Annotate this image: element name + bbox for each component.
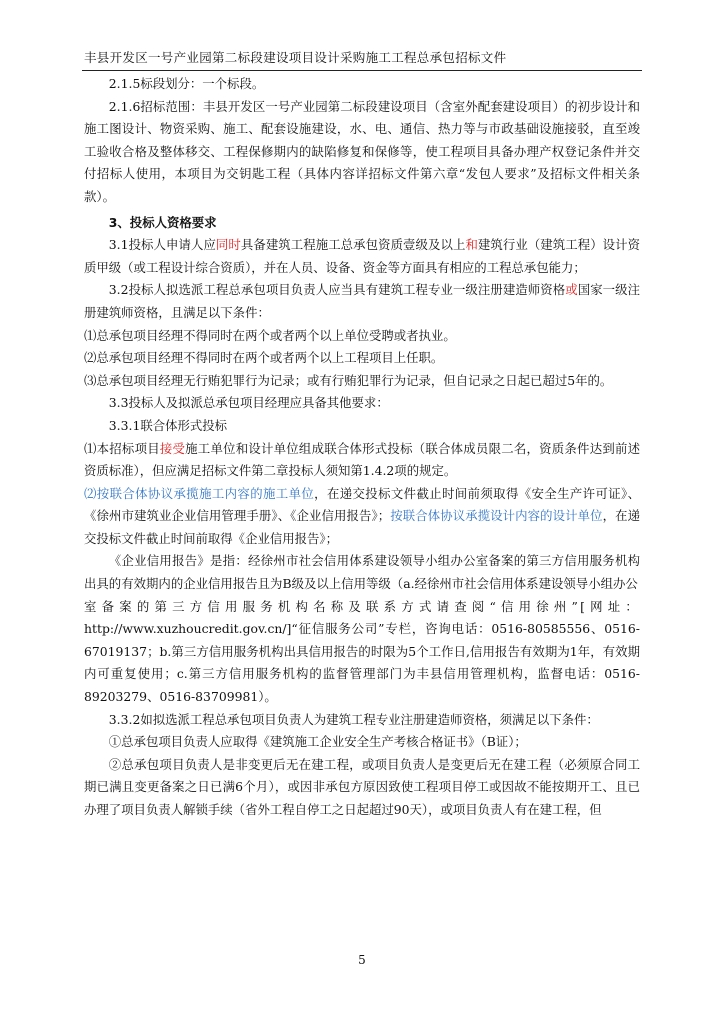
highlight-blue: 按联合体协议承揽设计内容的设计单位 — [390, 508, 603, 524]
text-run: 具备建筑工程施工总承包资质壹级及以上 — [240, 237, 466, 253]
text-run: ⑴本招标项目 — [84, 440, 160, 456]
header-rule — [82, 70, 642, 71]
text-run: 建筑行业（建筑工程）设计资质甲级（或工程设计综合资质），并在人员、设备、资金等方面具有相应的工程总承包能力； — [84, 237, 641, 275]
page-number: 5 — [358, 953, 366, 967]
paragraph-2-1-5: 2.1.5标段划分：一个标段。 — [108, 76, 265, 91]
text-run: 国家一级注册建筑师资格，且满足以下条件： — [84, 282, 641, 320]
paragraph-credit-report — [84, 550, 640, 708]
paragraph-3-3-1: 3.3.1联合体形式投标 — [108, 417, 228, 433]
page-header: 丰县开发区一号产业园第二标段建设项目设计采购施工工程总承包招标文件 — [84, 50, 507, 65]
text-run: 公室备案的第三方信用服务机构名称及联系方式请查阅“信用徐州”[网址： — [84, 576, 640, 614]
section-heading-qualifications: 3、投标人资格要求 — [108, 214, 217, 230]
list-item: ⑶总承包项目经理无行贿犯罪行为记录；或有行贿犯罪行为记录，但自记录之日起已超过5年的。 — [84, 372, 613, 388]
text-run: ，在递交投标文件截止时间前须取得《安全生产许可证》、《徐州市建筑业企业信用管理手册》、《企业信用报告》； — [84, 485, 640, 524]
text-run: 3.1投标人申请人应 — [108, 237, 216, 253]
highlight-blue: ⑵按联合体协议承揽施工内容的施工单位 — [84, 485, 315, 501]
text-run: 3.2投标人拟选派工程总承包项目负责人应当具有建筑工程专业一级注册建造师资格 — [108, 282, 566, 298]
highlight-red: 和 — [465, 237, 478, 253]
list-item — [84, 438, 640, 483]
list-item: ⑵总承包项目经理不得同时在两个或者两个以上工程项目上任职。 — [84, 350, 444, 366]
text-run: ，在递交投标文件截止时间前取得《企业信用报告》； — [84, 508, 641, 546]
list-item: ⑴总承包项目经理不得同时在两个或者两个以上单位受聘或者执业。 — [84, 327, 456, 343]
paragraph-2-1-6: 2.1.6招标范围：丰县开发区一号产业园第二标段建设项目（含室外配套建设项目）的初步设计和施工图设计、物资采购、施工、配套设施建设，水、电、通信、热力等与市政基础设施接驳，直至竣工验收合格及整体移交、工程保修期内的缺陷修复和保修等，使工程项目具备办理产权登记条件并交付招标人使用，本项目为交钥匙工程（具体内容详招标文件第六章“发包人要求”及招标文件相关条款）。 — [84, 98, 640, 204]
paragraph-3-2 — [84, 279, 640, 324]
paragraph-3-3: 3.3投标人及拟派总承包项目经理应具备其他要求： — [108, 395, 389, 411]
highlight-red: 接受 — [159, 440, 186, 456]
document-body — [84, 73, 640, 822]
paragraph-3-3-2: 3.3.2如拟选派工程总承包项目负责人为建筑工程专业注册建造师资格，须满足以下条件： — [108, 711, 599, 727]
text-run: http://www.xuzhoucredit.gov.cn/]“征信服务公司”专栏，咨询电话：0516-80585556、0516-67019137；b.第三方信用服务机构出具信用报告的时限为5个工作日,信用报告有效期为1年，有效期内可重复使用；c.第三方信用服务机构的监督管理部门为丰县信用管理机构，监督电话：0516-89203279、0516-83709981）。 — [84, 621, 640, 705]
list-item: ①总承包项目负责人应取得《建筑施工企业安全生产考核合格证书》（B证）； — [108, 734, 527, 750]
highlight-red: 或 — [565, 282, 578, 298]
list-item: ②总承包项目负责人是非变更后无在建工程，或项目负责人是变更后无在建工程（必须原合同工期已满且变更备案之日已满6个月），或因非承包方原因致使工程项目停工或因故不能按期开工、且已办理了项目负责人解锁手续（省外工程自停工之日起超过90天），或项目负责人有在建工程，但 — [84, 756, 640, 817]
paragraph-3-1 — [84, 234, 640, 279]
text-run: 《企业信用报告》是指：经徐州市社会信用体系建设领导小组办公室备案的第三方信用服务机构出具的有效期内的企业信用报告且为B级及以上信用等级（a.经徐州市社会信用体系建设领导小组办 — [84, 553, 640, 592]
text-run: 施工单位和设计单位组成联合体形式投标（联合体成员限二名，资质条件达到前述资质标准），但应满足招标文件第二章投标人须知第1.4.2项的规定。 — [84, 440, 641, 479]
list-item — [84, 483, 640, 551]
highlight-red: 同时 — [215, 237, 241, 253]
